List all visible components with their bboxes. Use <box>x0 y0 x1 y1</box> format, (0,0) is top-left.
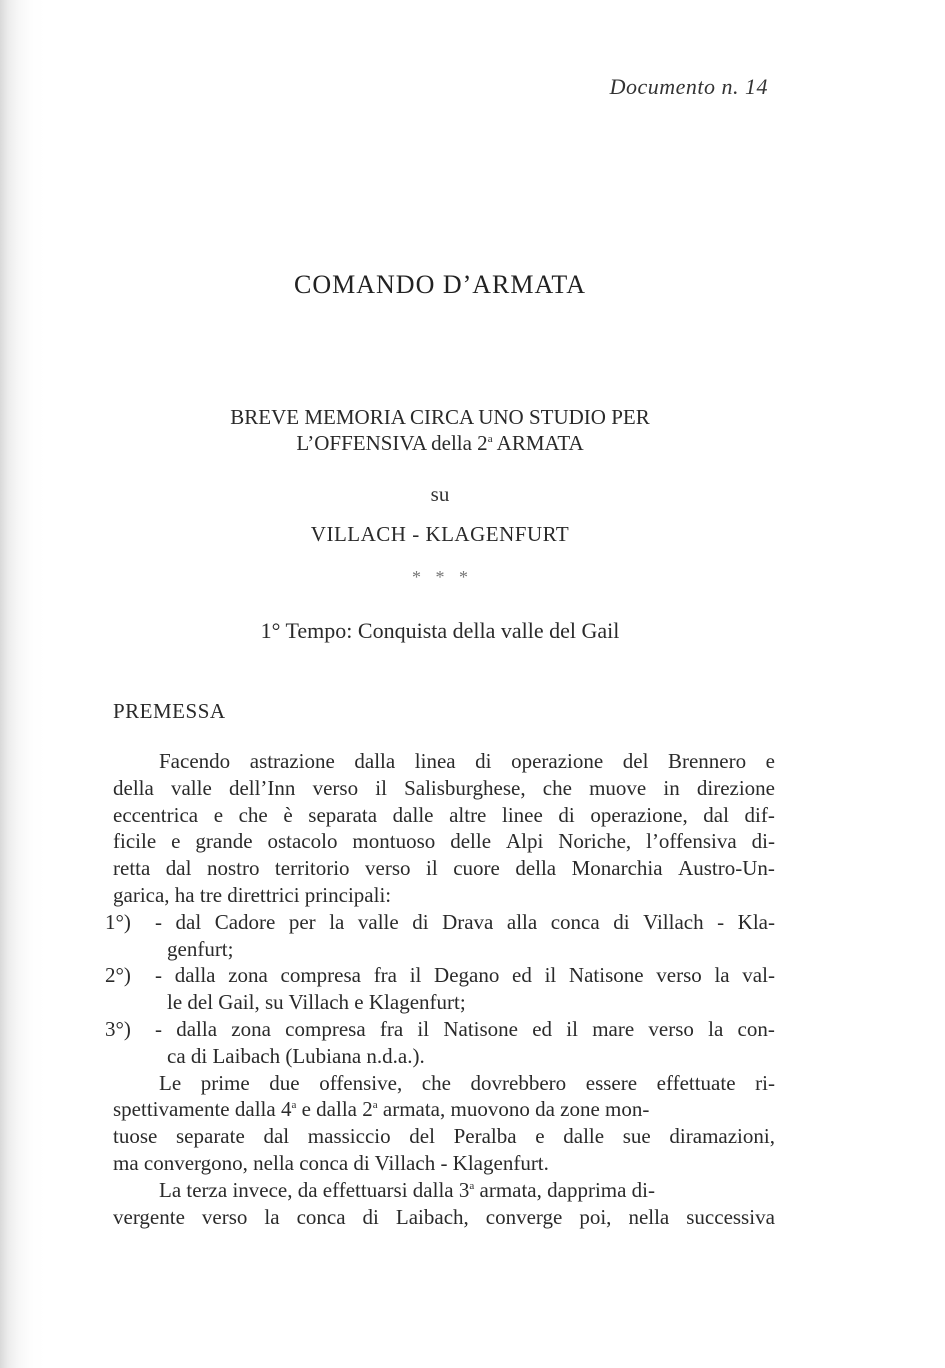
subtitle-line-1: BREVE MEMORIA CIRCA UNO STUDIO PER <box>230 405 650 429</box>
list-item <box>105 962 775 989</box>
word: di <box>412 909 429 934</box>
word: valle <box>357 909 399 934</box>
list-item-continuation: le del Gail, su Villach e Klagenfurt; <box>167 990 466 1015</box>
word: grande <box>195 829 253 854</box>
word: il <box>426 856 438 881</box>
word: conca <box>550 909 600 934</box>
word: di <box>362 1204 379 1229</box>
word: separata <box>308 802 378 827</box>
word: ed <box>512 963 532 988</box>
word: l’offensiva <box>646 829 737 854</box>
word: astrazione <box>249 749 335 773</box>
word: linee <box>501 802 543 827</box>
word: Degano <box>434 963 500 988</box>
list-item-text <box>155 1016 775 1043</box>
body-text <box>105 748 775 1230</box>
word: di <box>558 802 575 827</box>
word: dalla <box>354 749 396 773</box>
word: zona <box>231 1016 271 1041</box>
word: verso <box>201 1204 248 1229</box>
word: verso <box>656 963 702 988</box>
page-title: COMANDO D’ARMATA <box>294 270 586 299</box>
word: tuose <box>113 1124 158 1149</box>
subtitle-su: su <box>430 482 450 506</box>
word: la <box>329 909 345 934</box>
word: ostacolo <box>267 829 338 854</box>
section-heading-premessa: PREMESSA <box>113 699 226 723</box>
word: muove <box>589 775 647 800</box>
word: successiva <box>686 1204 775 1229</box>
paragraph-2-line <box>113 1096 775 1123</box>
word: il <box>409 963 422 988</box>
p3-text-b: armata, dapprima di- <box>474 1177 656 1202</box>
word: val- <box>742 963 775 988</box>
word: e <box>535 1124 545 1149</box>
word: nostro <box>206 856 260 881</box>
section-separator-stars: * * * <box>412 567 468 587</box>
word: valle <box>170 775 212 800</box>
list-item-text <box>155 909 775 936</box>
subtitle-ordinal-superscript: a <box>487 433 493 445</box>
list-item-continuation: genfurt; <box>167 936 234 961</box>
word: Cadore <box>214 909 276 934</box>
word: Laibach, <box>395 1204 469 1229</box>
word: ri- <box>755 1070 775 1095</box>
paragraph-2-line <box>113 1070 775 1097</box>
subtitle-line-2-post: ARMATA <box>492 431 584 455</box>
word: montuoso <box>352 829 436 854</box>
word: fra <box>379 1016 404 1041</box>
ordinal-superscript: a <box>372 1099 378 1112</box>
word: e <box>171 829 181 854</box>
word: dalla <box>176 1016 218 1041</box>
word: del <box>409 1124 435 1149</box>
p3-text-a: La terza invece, da effettuarsi dalla 3 <box>159 1177 470 1202</box>
list-item-continuation: ca di Laibach (Lubiana n.d.a.). <box>167 1043 425 1068</box>
word: che <box>542 775 572 800</box>
word: due <box>269 1070 300 1095</box>
word: - <box>155 909 162 934</box>
paragraph-1-line <box>113 748 775 775</box>
word: Brennero <box>667 749 747 773</box>
word: verso <box>312 775 359 800</box>
paragraph-3-line <box>113 1204 775 1231</box>
word: del <box>622 749 649 773</box>
document-number: Documento n. 14 <box>609 74 768 99</box>
word: che <box>421 1070 451 1095</box>
word: vergente <box>113 1204 185 1229</box>
word: dovrebbero <box>470 1070 567 1095</box>
word: che <box>238 802 268 827</box>
list-item-number: 1°) <box>105 909 131 934</box>
paragraph-2-line <box>113 1123 775 1150</box>
word: separate <box>176 1124 245 1149</box>
word: dal <box>263 1124 290 1149</box>
paragraph-1-line <box>113 828 775 855</box>
word: Facendo <box>159 749 231 773</box>
word: di <box>613 909 630 934</box>
word: e <box>765 749 775 773</box>
word: Austro-Un- <box>678 856 775 881</box>
word: dal <box>175 909 202 934</box>
word: - <box>155 963 162 988</box>
place-heading: VILLACH - KLAGENFURT <box>310 522 570 546</box>
word: il <box>417 1016 430 1041</box>
word: dalle <box>392 802 434 827</box>
word: Natisone <box>443 1016 518 1041</box>
ordinal-superscript: a <box>469 1179 475 1192</box>
word: fra <box>373 963 397 988</box>
word: verso <box>648 1016 694 1041</box>
word: compresa <box>280 963 361 988</box>
word: di- <box>751 829 775 854</box>
paragraph-2-line: ma convergono, nella conca di Villach - Klagenfurt. <box>113 1150 549 1175</box>
word: operazione, <box>590 802 688 827</box>
word: ficile <box>113 829 157 854</box>
p2-text-a: spettivamente dalla 4 <box>113 1097 292 1122</box>
memo-subtitle <box>0 404 880 456</box>
word: - <box>717 909 725 934</box>
word: Kla- <box>737 909 775 934</box>
word: massiccio <box>307 1124 391 1149</box>
ordinal-superscript: a <box>291 1099 297 1112</box>
word: direzione <box>696 775 775 800</box>
word: dalle <box>563 1124 605 1149</box>
word: Salisburghese, <box>404 775 526 800</box>
word: in <box>663 775 680 800</box>
p2-text-c: armata, muovono da zone mon- <box>377 1097 650 1122</box>
paragraph-1-line <box>113 855 775 882</box>
word: la <box>714 963 730 988</box>
word: poi, <box>579 1204 612 1229</box>
word: sue <box>622 1124 651 1149</box>
word: dal <box>165 856 192 881</box>
word: compresa <box>285 1016 366 1041</box>
word: altre <box>449 802 487 827</box>
subtitle-line-2-pre: L’OFFENSIVA della 2 <box>296 431 488 455</box>
word: verso <box>365 856 411 881</box>
word: la <box>264 1204 280 1229</box>
word: dalla <box>174 963 216 988</box>
word: dal <box>703 802 729 827</box>
word: effettuate <box>656 1070 736 1095</box>
paragraph-1-line <box>113 802 775 829</box>
word: operazione <box>511 749 604 773</box>
word: prime <box>200 1070 250 1095</box>
word: alla <box>506 909 538 934</box>
word: zona <box>228 963 268 988</box>
word: della <box>515 856 557 881</box>
list-item <box>105 1016 775 1043</box>
word: eccentrica <box>113 802 199 827</box>
word: essere <box>585 1070 638 1095</box>
word: di <box>475 749 492 773</box>
paragraph-1-line: garica, ha tre direttrici principali: <box>113 882 392 907</box>
word: - <box>155 1016 162 1041</box>
word: il <box>544 963 557 988</box>
list-item-number: 2°) <box>105 963 131 988</box>
word: Natisone <box>568 963 644 988</box>
word: Drava <box>442 909 494 934</box>
word: ed <box>532 1016 553 1041</box>
word: diramazioni, <box>669 1124 775 1149</box>
word: offensive, <box>319 1070 403 1095</box>
subtitle-line-2 <box>0 430 880 456</box>
word: il <box>375 775 387 800</box>
tempo-heading: 1° Tempo: Conquista della valle del Gail <box>260 618 620 643</box>
word: linea <box>414 749 456 773</box>
paragraph-3-line <box>113 1177 775 1204</box>
word: delle <box>450 829 492 854</box>
word: converge <box>485 1204 563 1229</box>
word: è <box>283 802 293 827</box>
word: territorio <box>274 856 350 881</box>
word: conca <box>296 1204 346 1229</box>
word: Peralba <box>453 1124 517 1149</box>
word: Villach <box>643 909 704 934</box>
word: dell’Inn <box>228 775 296 800</box>
paragraph-3-line-1 <box>159 1177 655 1204</box>
word: con- <box>737 1016 775 1041</box>
list-item <box>105 909 775 936</box>
word: Noriche, <box>558 829 632 854</box>
p2-text-b: e dalla 2 <box>296 1097 373 1122</box>
list-item-number: 3°) <box>105 1016 131 1041</box>
paragraph-1-line <box>113 775 775 802</box>
list-item-text <box>155 962 775 989</box>
word: Monarchia <box>571 856 663 881</box>
paragraph-2-line-2 <box>113 1096 649 1123</box>
word: della <box>113 775 154 800</box>
word: nella <box>628 1204 670 1229</box>
word: retta <box>113 856 151 881</box>
word: dif- <box>744 802 775 827</box>
word: cuore <box>453 856 500 881</box>
word: e <box>213 802 224 827</box>
word: la <box>708 1016 724 1041</box>
word: Alpi <box>505 829 544 854</box>
word: per <box>288 909 316 934</box>
word: mare <box>592 1016 635 1041</box>
word: Le <box>159 1070 182 1095</box>
word: il <box>566 1016 578 1041</box>
